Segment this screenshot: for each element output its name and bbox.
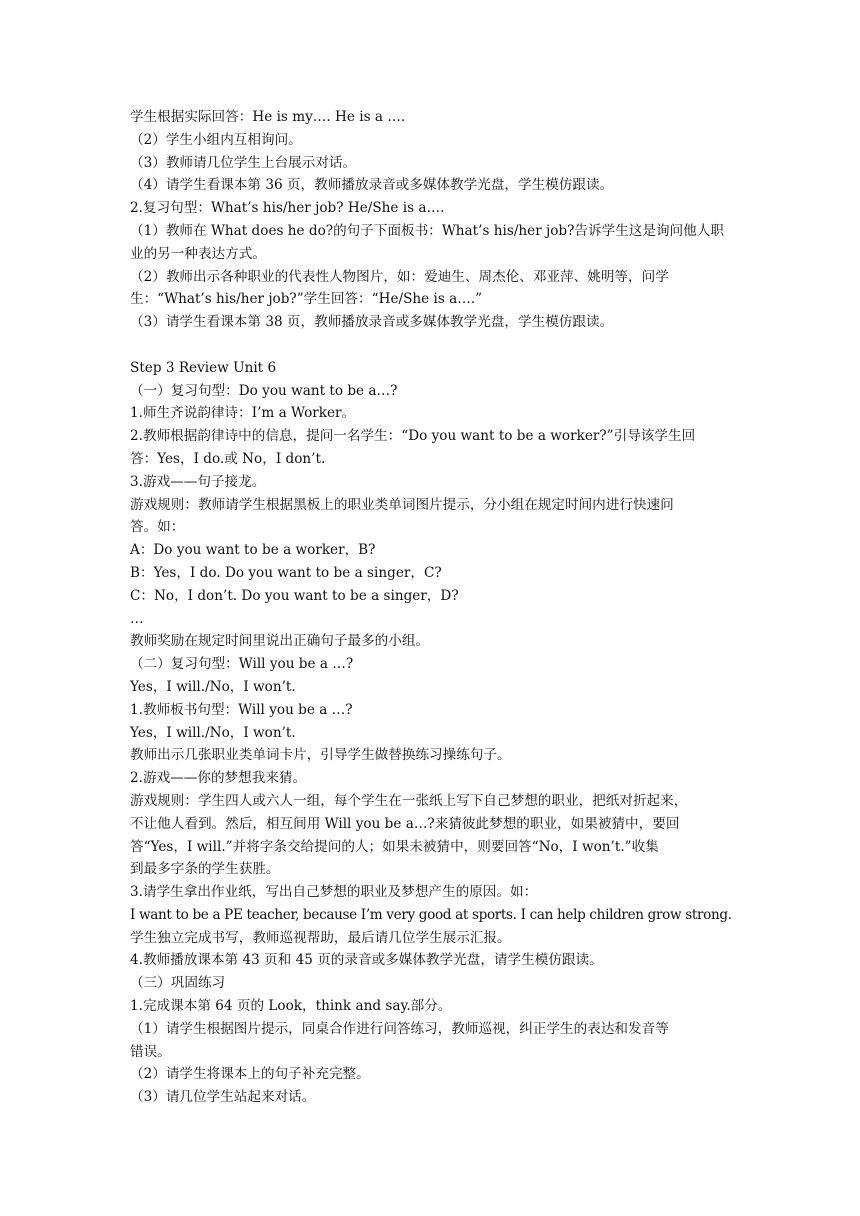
section-heading: Step 3 Review Unit 6 (130, 359, 277, 376)
text-line: （4）请学生看课本第 36 页，教师播放录音或多媒体教学光盘，学生模仿跟读。 (130, 177, 614, 194)
text-line: 教师出示几张职业类单词卡片，引导学生做替换练习操练句子。 (130, 747, 511, 764)
text-line: （1）教师在 What does he do?的句子下面板书：What’s his/her job?告诉学生这是询问他人职 (130, 222, 724, 239)
text-line: 1.完成课本第 64 页的 Look，think and say.部分。 (130, 998, 452, 1015)
text-line: 到最多字条的学生获胜。 (130, 861, 280, 878)
text-line: Yes，I will./No，I won’t. (130, 724, 296, 741)
text-line: （3）请学生看课本第 38 页，教师播放录音或多媒体教学光盘，学生模仿跟读。 (130, 314, 614, 331)
text-line: （2）教师出示各种职业的代表性人物图片，如：爱迪生、周杰伦、邓亚萍、姚明等，问学 (130, 268, 669, 285)
text-line: 2.复习句型：What’s his/her job? He/She is a…. (130, 200, 445, 217)
text-line: （3）请几位学生站起来对话。 (130, 1089, 316, 1106)
document-page (130, 106, 732, 1109)
text-line: 游戏规则：学生四人或六人一组，每个学生在一张纸上写下自己梦想的职业，把纸对折起来， (130, 792, 688, 809)
text-line: 1.师生齐说韵律诗：I’m a Worker。 (130, 405, 356, 422)
text-line: （二）复习句型：Will you be a …? (130, 656, 354, 673)
text-line: （2）请学生将课本上的句子补充完整。 (130, 1066, 370, 1083)
blank-line (130, 334, 732, 357)
text-line: C：No，I don’t. Do you want to be a singer，D? (130, 587, 459, 604)
text-line: 答。如： (130, 519, 185, 536)
text-line: I want to be a PE teacher, because I’m very good at sports. I can help children grow strong. (130, 906, 732, 923)
text-line: 错误。 (130, 1043, 171, 1060)
text-line: （3）教师请几位学生上台展示对话。 (130, 154, 357, 171)
text-line: 业的另一种表达方式。 (130, 245, 266, 262)
text-line: 教师奖励在规定时间里说出正确句子最多的小组。 (130, 633, 430, 650)
text-line: 游戏规则：教师请学生根据黑板上的职业类单词图片提示，分小组在规定时间内进行快速问 (130, 496, 674, 513)
text-line: 答：Yes，I do.或 No，I don’t. (130, 450, 326, 467)
text-line: 3.请学生拿出作业纸，写出自己梦想的职业及梦想产生的原因。如： (130, 884, 538, 901)
text-line: 学生独立完成书写，教师巡视帮助，最后请几位学生展示汇报。 (130, 929, 511, 946)
text-line: 2.游戏——你的梦想我来猜。 (130, 770, 307, 787)
text-line: （2）学生小组内互相询问。 (130, 131, 302, 148)
text-line: A：Do you want to be a worker，B? (130, 542, 376, 559)
text-line: 答“Yes，I will.”并将字条交给提问的人；如果未被猜中，则要回答“No，I won’t.”收集 (130, 838, 659, 855)
text-line: … (130, 610, 144, 627)
text-line: 3.游戏——句子接龙。 (130, 473, 266, 490)
text-line: （一）复习句型：Do you want to be a…? (130, 382, 398, 399)
text-line: 4.教师播放课本第 43 页和 45 页的录音或多媒体教学光盘，请学生模仿跟读。 (130, 952, 603, 969)
text-line: Yes，I will./No，I won’t. (130, 678, 296, 695)
text-line: 生：“What’s his/her job?”学生回答：“He/She is a….” (130, 291, 483, 308)
text-line: B：Yes，I do. Do you want to be a singer，C? (130, 564, 442, 581)
text-line: 2.教师根据韵律诗中的信息，提问一名学生：“Do you want to be a worker?”引导该学生回 (130, 428, 696, 445)
text-line: （1）请学生根据图片提示，同桌合作进行问答练习，教师巡视，纠正学生的表达和发音等 (130, 1020, 669, 1037)
text-line: （三）巩固练习 (130, 975, 226, 992)
text-line: 1.教师板书句型：Will you be a …? (130, 701, 353, 718)
text-line: 不让他人看到。然后，相互间用 Will you be a…?来猜彼此梦想的职业，如果被猜中，要回 (130, 815, 680, 832)
text-line: 学生根据实际回答：He is my…. He is a …. (130, 109, 406, 125)
